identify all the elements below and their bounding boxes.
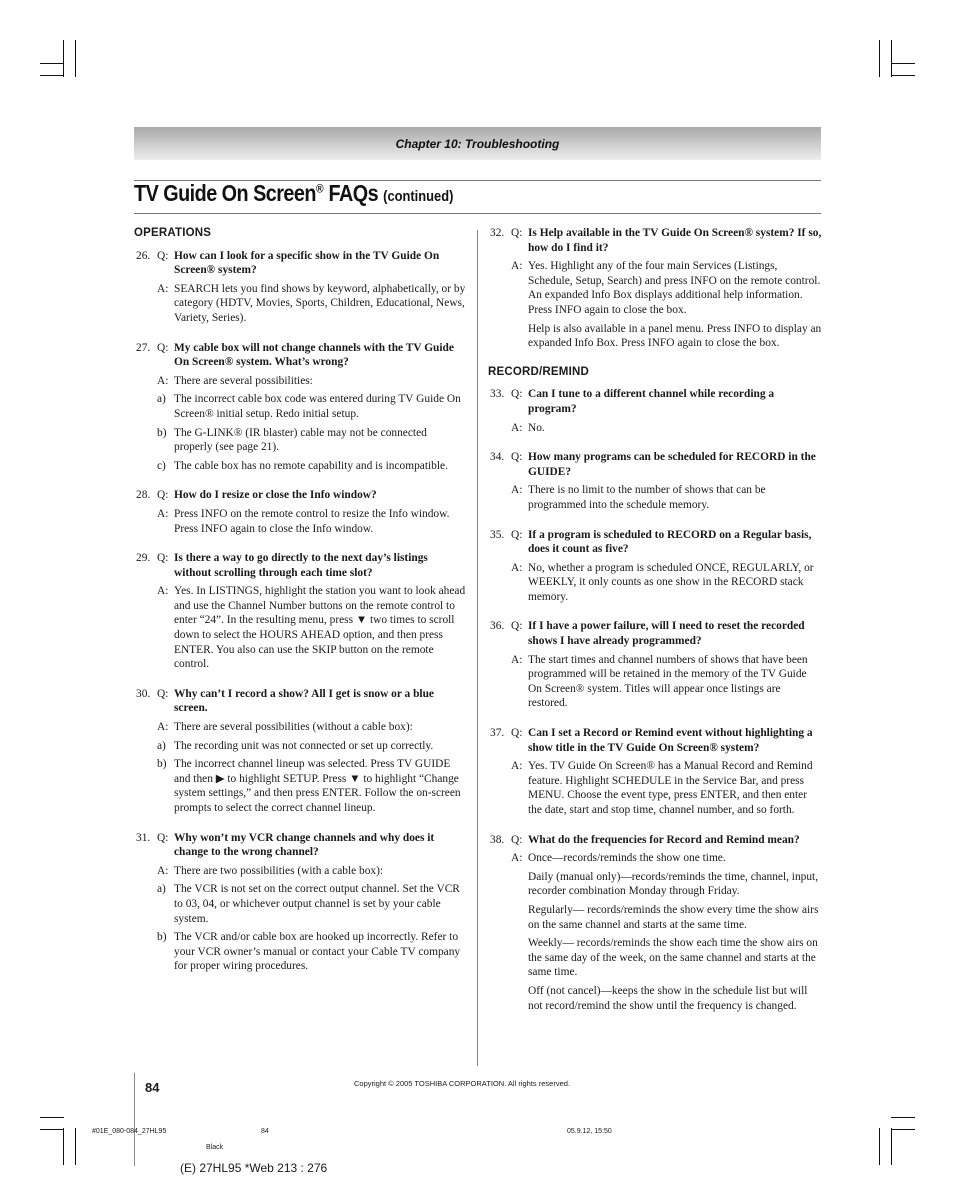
question-text: If a program is scheduled to RECORD on a Regular basis, does it count as five? bbox=[528, 528, 812, 556]
faq-list-left bbox=[134, 249, 467, 974]
crop-mark bbox=[40, 63, 64, 64]
answer-label: A: bbox=[511, 561, 523, 574]
answer-text: Press INFO on the remote control to resize the Info window. Press INFO again to close the Info window. bbox=[174, 507, 450, 535]
faq-number: 26. bbox=[136, 249, 151, 262]
faq-number: 28. bbox=[136, 489, 151, 502]
slug-page: 84 bbox=[261, 1128, 269, 1135]
faq-answer bbox=[488, 851, 822, 866]
faq-item bbox=[488, 833, 822, 1014]
faq-answer bbox=[488, 259, 822, 317]
answer-text: Yes. In LISTINGS, highlight the station you want to look ahead and use the Channel Number buttons on the remote control to enter “24”. In the resulting menu, press ▼ two times to scroll down to select the HOURS AHEAD option, and then press ENTER. You also can use the SKIP button on the remote control. bbox=[174, 585, 466, 671]
answer-subitem bbox=[134, 426, 467, 455]
question-text: My cable box will not change channels with the TV Guide On Screen® system. What’s wrong? bbox=[174, 341, 454, 369]
faq-answer bbox=[134, 282, 467, 326]
subitem-label: b) bbox=[157, 758, 167, 771]
faq-item bbox=[134, 551, 467, 672]
subitem-text: The VCR is not set on the correct output channel. Set the VCR to 03, 04, or whichever output channel is set by your cable system. bbox=[174, 883, 460, 925]
subitem-text: The G-LINK® (IR blaster) cable may not be connected properly (see page 21). bbox=[174, 426, 427, 454]
faq-answer bbox=[488, 421, 822, 436]
registered-mark: ® bbox=[315, 181, 324, 196]
answer-label: A: bbox=[511, 760, 523, 773]
faq-number: 38. bbox=[490, 833, 505, 846]
question-label: Q: bbox=[511, 528, 523, 541]
question-label: Q: bbox=[511, 451, 523, 464]
faq-item bbox=[488, 387, 822, 435]
answer-label: A: bbox=[511, 484, 523, 497]
page-title bbox=[134, 180, 453, 207]
copyright-notice: Copyright © 2005 TOSHIBA CORPORATION. All rights reserved. bbox=[354, 1079, 571, 1088]
faq-answer bbox=[134, 374, 467, 389]
question-text: Why can’t I record a show? All I get is snow or a blue screen. bbox=[174, 687, 434, 715]
crop-mark bbox=[891, 63, 915, 64]
answer-text: There are several possibilities (without a cable box): bbox=[174, 721, 413, 734]
answer-label: A: bbox=[511, 852, 523, 865]
faq-question bbox=[488, 450, 822, 479]
answer-text: No, whether a program is scheduled ONCE, REGULARLY, or WEEKLY, it only counts as one show in the RECORD stack memory. bbox=[528, 561, 814, 603]
crop-mark bbox=[40, 1129, 64, 1130]
subitem-label: a) bbox=[157, 393, 166, 406]
question-label: Q: bbox=[157, 831, 169, 844]
faq-item bbox=[488, 226, 822, 351]
subitem-text: The cable box has no remote capability and is incompatible. bbox=[174, 459, 448, 472]
faq-question bbox=[134, 249, 467, 278]
question-text: Is there a way to go directly to the next day’s listings without scrolling through each time slot? bbox=[174, 552, 428, 579]
answer-label: A: bbox=[511, 421, 523, 434]
faq-item bbox=[134, 831, 467, 974]
answer-label: A: bbox=[157, 721, 169, 734]
faq-question bbox=[134, 551, 467, 580]
crop-mark bbox=[63, 40, 64, 77]
chapter-header-band bbox=[134, 127, 821, 160]
answer-label: A: bbox=[157, 507, 169, 520]
subitem-label: b) bbox=[157, 426, 167, 439]
faq-answer bbox=[134, 584, 467, 672]
slug-color: Black bbox=[206, 1144, 224, 1151]
question-label: Q: bbox=[511, 227, 523, 239]
faq-question bbox=[488, 387, 822, 416]
question-label: Q: bbox=[511, 833, 523, 846]
faq-answer bbox=[134, 720, 467, 735]
crop-mark bbox=[40, 1117, 64, 1118]
page-title-suffix: FAQs bbox=[323, 180, 379, 206]
faq-question bbox=[488, 226, 822, 255]
question-label: Q: bbox=[157, 552, 169, 565]
answer-subitem bbox=[134, 392, 467, 421]
faq-question bbox=[134, 488, 467, 503]
crop-mark bbox=[75, 1128, 76, 1165]
faq-number: 36. bbox=[490, 620, 505, 633]
chapter-title: Chapter 10: Troubleshooting bbox=[395, 137, 560, 151]
faq-question bbox=[134, 831, 467, 860]
answer-text: There are two possibilities (with a cable box): bbox=[174, 864, 384, 877]
faq-item bbox=[488, 528, 822, 605]
question-label: Q: bbox=[157, 489, 169, 502]
faq-number: 35. bbox=[490, 528, 505, 541]
answer-text: Once—records/reminds the show one time. bbox=[528, 852, 726, 865]
answer-paragraph: Help is also available in a panel menu. Press INFO to display an expanded Info Box. Press INFO again to close the box. bbox=[528, 322, 822, 350]
question-label: Q: bbox=[157, 341, 169, 354]
answer-paragraph: Daily (manual only)—records/reminds the time, channel, input, recorder combination Monday through Friday. bbox=[528, 870, 819, 898]
faq-item bbox=[134, 249, 467, 326]
continued-label: (continued) bbox=[383, 188, 454, 205]
question-text: What do the frequencies for Record and Remind mean? bbox=[528, 833, 800, 846]
crop-mark bbox=[891, 1128, 892, 1165]
faq-answer bbox=[488, 561, 822, 605]
answer-subitem bbox=[134, 757, 467, 815]
question-label: Q: bbox=[157, 249, 169, 262]
faq-number: 32. bbox=[490, 227, 505, 239]
answer-paragraph: Off (not cancel)—keeps the show in the schedule list but will not record/remind the show until the frequency is changed. bbox=[528, 984, 808, 1012]
crop-mark bbox=[891, 1129, 915, 1130]
faq-item bbox=[134, 488, 467, 536]
faq-number: 29. bbox=[136, 552, 151, 565]
answer-label: A: bbox=[157, 585, 169, 598]
faq-answer bbox=[134, 507, 467, 536]
answer-text: Yes. Highlight any of the four main Services (Listings, Schedule, Setup, Search) and press INFO on the remote control. An expanded Info Box displays additional help information. Press INFO again to close the box. bbox=[528, 260, 821, 316]
faq-question bbox=[488, 726, 822, 755]
faq-answer bbox=[134, 864, 467, 879]
answer-label: A: bbox=[157, 864, 169, 877]
crop-mark bbox=[63, 1128, 64, 1165]
answer-label: A: bbox=[157, 282, 169, 295]
subitem-text: The incorrect channel lineup was selected. Press TV GUIDE and then ▶ to highlight SETUP. Press ▼ to highlight “Change system settings,” and then press ENTER. Follow the on-screen prompts to select the correct channel lineup. bbox=[174, 758, 461, 814]
page-number: 84 bbox=[145, 1080, 160, 1095]
faq-item bbox=[488, 619, 822, 711]
page-title-main: TV Guide On Screen bbox=[134, 180, 316, 206]
answer-label: A: bbox=[157, 374, 169, 387]
crop-mark bbox=[40, 75, 64, 76]
slug-file: #01E_080-084_27HL95 bbox=[92, 1128, 167, 1135]
answer-subitem bbox=[134, 882, 467, 926]
subitem-label: a) bbox=[157, 883, 166, 896]
subitem-text: The incorrect cable box code was entered during TV Guide On Screen® initial setup. Redo initial setup. bbox=[174, 393, 461, 420]
question-text: Is Help available in the TV Guide On Screen® system? If so, how do I find it? bbox=[528, 227, 822, 254]
answer-label: A: bbox=[511, 653, 523, 666]
page-number-rule bbox=[134, 1073, 135, 1166]
answer-text: No. bbox=[528, 421, 545, 434]
faq-number: 34. bbox=[490, 451, 505, 464]
faq-list-right-top bbox=[488, 226, 822, 351]
answer-text: The start times and channel numbers of shows that have been programmed will be retained in the memory of the TV Guide On Screen® system. Titles will appear once listings are restored. bbox=[528, 653, 808, 710]
crop-mark bbox=[879, 40, 880, 77]
answer-text: There is no limit to the number of shows that can be programmed into the schedule memory. bbox=[528, 484, 766, 511]
faq-question bbox=[488, 619, 822, 648]
question-text: How can I look for a specific show in the TV Guide On Screen® system? bbox=[174, 249, 440, 277]
question-label: Q: bbox=[511, 388, 523, 401]
answer-text: SEARCH lets you find shows by keyword, alphabetically, or by category (HDTV, Movies, Sports, Children, Educational, News, Variety, Series). bbox=[174, 282, 466, 324]
faq-question bbox=[134, 341, 467, 370]
faq-answer bbox=[488, 483, 822, 512]
right-column bbox=[488, 226, 822, 1028]
question-label: Q: bbox=[157, 687, 169, 700]
question-text: Can I set a Record or Remind event without highlighting a show title in the TV Guide On Screen® system? bbox=[528, 727, 813, 754]
faq-item bbox=[488, 450, 822, 512]
answer-label: A: bbox=[511, 260, 523, 273]
faq-number: 37. bbox=[490, 727, 505, 740]
faq-answer bbox=[488, 759, 822, 817]
answer-text: There are several possibilities: bbox=[174, 374, 313, 387]
answer-text: Yes. TV Guide On Screen® has a Manual Record and Remind feature. Highlight SCHEDULE in the Service Bar, and press MENU. Choose the event type, press ENTER, and then enter the date, start and stop time, channel number, and so forth. bbox=[528, 760, 813, 816]
crop-mark bbox=[891, 40, 892, 77]
question-label: Q: bbox=[511, 620, 523, 633]
answer-subitem bbox=[134, 459, 467, 474]
faq-answer bbox=[488, 653, 822, 711]
faq-list-right bbox=[488, 387, 822, 1013]
faq-question bbox=[134, 687, 467, 716]
answer-paragraph: Weekly— records/reminds the show each time the show airs on the same day of the week, on the same channel and starts at the same time. bbox=[528, 937, 818, 979]
answer-subitem bbox=[134, 739, 467, 754]
section-heading-record-remind: RECORD/REMIND bbox=[488, 365, 589, 378]
faq-number: 33. bbox=[490, 388, 505, 401]
faq-item bbox=[488, 726, 822, 818]
title-rule-bottom bbox=[134, 213, 821, 214]
question-text: Why won’t my VCR change channels and why does it change to the wrong channel? bbox=[174, 831, 435, 859]
question-text: How many programs can be scheduled for RECORD in the GUIDE? bbox=[528, 451, 816, 478]
question-text: How do I resize or close the Info window? bbox=[174, 489, 377, 502]
subitem-text: The VCR and/or cable box are hooked up incorrectly. Refer to your VCR owner’s manual or contact your Cable TV company for proper wiring procedures. bbox=[174, 931, 461, 973]
faq-question bbox=[488, 528, 822, 557]
crop-mark bbox=[891, 75, 915, 76]
question-label: Q: bbox=[511, 727, 523, 740]
subitem-label: b) bbox=[157, 931, 167, 944]
column-divider bbox=[477, 230, 478, 1066]
crop-mark bbox=[891, 1117, 915, 1118]
question-text: Can I tune to a different channel while recording a program? bbox=[528, 388, 775, 415]
subitem-text: The recording unit was not connected or set up correctly. bbox=[174, 739, 434, 752]
subitem-label: c) bbox=[157, 459, 166, 472]
section-heading-operations: OPERATIONS bbox=[134, 227, 212, 239]
answer-subitem bbox=[134, 930, 467, 974]
model-code: (E) 27HL95 *Web 213 : 276 bbox=[180, 1161, 328, 1175]
faq-item bbox=[134, 341, 467, 474]
faq-number: 30. bbox=[136, 687, 151, 700]
subitem-label: a) bbox=[157, 739, 166, 752]
left-column bbox=[134, 226, 467, 989]
faq-item bbox=[134, 687, 467, 816]
slug-date: 05.9.12, 15:50 bbox=[567, 1128, 612, 1135]
answer-paragraph: Regularly— records/reminds the show every time the show airs on the same channel and starts at the same time. bbox=[528, 903, 819, 931]
crop-mark bbox=[879, 1128, 880, 1165]
question-text: If I have a power failure, will I need to reset the recorded shows I have already programmed? bbox=[528, 620, 805, 648]
faq-number: 27. bbox=[136, 341, 151, 354]
faq-number: 31. bbox=[136, 831, 151, 844]
faq-question bbox=[488, 833, 822, 848]
crop-mark bbox=[75, 40, 76, 77]
